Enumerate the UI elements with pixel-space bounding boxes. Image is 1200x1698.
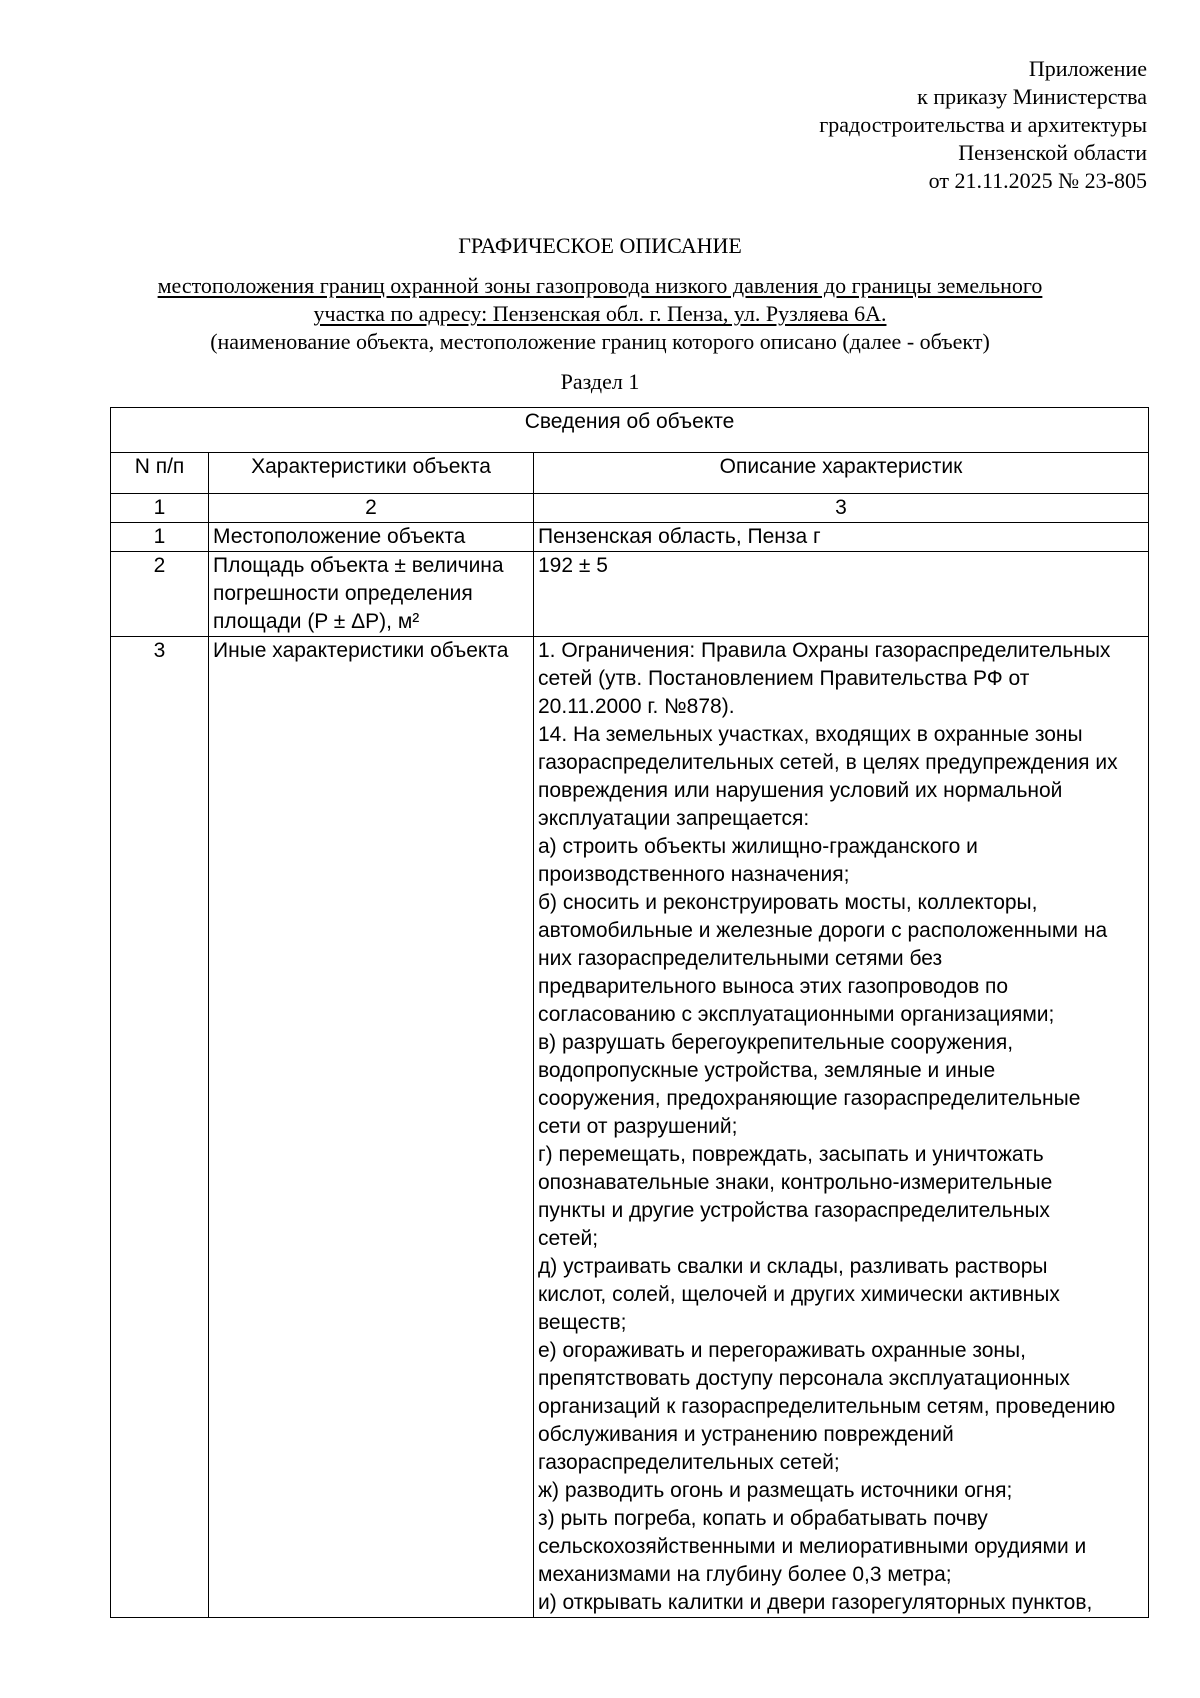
- restriction-line: 20.11.2000 г. №878).: [538, 695, 735, 718]
- row-number: 3: [111, 637, 209, 1618]
- restriction-line: е) огораживать и перегораживать охранные зоны,: [538, 1339, 1026, 1362]
- row-characteristic: Иные характеристики объекта: [209, 637, 534, 1618]
- restriction-line: газораспределительных сетей, в целях предупреждения их: [538, 751, 1118, 774]
- restriction-line: а) строить объекты жилищно-гражданского и: [538, 835, 978, 858]
- restriction-line: ж) разводить огонь и размещать источники огня;: [538, 1479, 1013, 1502]
- column-index: 1: [111, 494, 209, 523]
- restriction-line: сетей (утв. Постановлением Правительства РФ от: [538, 667, 1030, 690]
- header-line: к приказу Министерства: [917, 84, 1147, 109]
- row-description: Пензенская область, Пенза г: [534, 523, 1149, 552]
- table-title: Сведения об объекте: [111, 408, 1149, 453]
- restriction-line: кислот, солей, щелочей и других химически активных: [538, 1283, 1060, 1306]
- restriction-line: препятствовать доступу персонала эксплуатационных: [538, 1367, 1070, 1390]
- restriction-line: газораспределительных сетей;: [538, 1451, 840, 1474]
- row-characteristic: Местоположение объекта: [209, 523, 534, 552]
- restriction-line: сетей;: [538, 1227, 599, 1250]
- restriction-line: обслуживания и устранению повреждений: [538, 1423, 954, 1446]
- header-line: Приложение: [1028, 56, 1147, 81]
- column-header: Описание характеристик: [534, 453, 1149, 494]
- restriction-line: опознавательные знаки, контрольно-измерительные: [538, 1171, 1053, 1194]
- restriction-line: з) рыть погреба, копать и обрабатывать почву: [538, 1507, 988, 1530]
- row-description: 192 ± 5: [534, 552, 1149, 637]
- restriction-line: согласованию с эксплуатационными организациями;: [538, 1003, 1055, 1026]
- restriction-line: повреждения или нарушения условий их нормальной: [538, 779, 1063, 802]
- object-info-table: [110, 407, 1149, 1618]
- column-header: N п/п: [111, 453, 209, 494]
- restriction-line: пункты и другие устройства газораспределительных: [538, 1199, 1050, 1222]
- restriction-line: водопропускные устройства, земляные и иные: [538, 1059, 996, 1082]
- restriction-line: сети от разрушений;: [538, 1115, 738, 1138]
- column-index: 3: [534, 494, 1149, 523]
- restriction-line: б) сносить и реконструировать мосты, коллекторы,: [538, 891, 1038, 914]
- table-row: [111, 523, 1149, 552]
- restriction-line: организаций к газораспределительным сетям, проведению: [538, 1395, 1116, 1418]
- restriction-line: г) перемещать, повреждать, засыпать и уничтожать: [538, 1143, 1044, 1166]
- object-name: [130, 272, 1070, 328]
- header-line: от 21.11.2025 № 23-805: [928, 168, 1147, 193]
- restriction-line: 14. На земельных участках, входящих в охранные зоны: [538, 723, 1083, 746]
- restriction-line: сельскохозяйственными и мелиоративными орудиями и: [538, 1535, 1087, 1558]
- restriction-line: механизмами на глубину более 0,3 метра;: [538, 1563, 952, 1586]
- header-line: Пензенской области: [958, 140, 1147, 165]
- column-header: Характеристики объекта: [209, 453, 534, 494]
- table-row: [111, 637, 1149, 1618]
- object-caption: (наименование объекта, местоположение границ которого описано (далее - объект): [210, 329, 990, 354]
- restriction-line: 1. Ограничения: Правила Охраны газораспределительных: [538, 639, 1111, 662]
- restriction-line: автомобильные и железные дороги с расположенными на: [538, 919, 1108, 942]
- object-name-line-1: местоположения границ охранной зоны газопровода низкого давления до границы земельного: [157, 273, 1043, 298]
- restriction-line: них газораспределительными сетями без: [538, 947, 943, 970]
- document-title: ГРАФИЧЕСКОЕ ОПИСАНИЕ: [458, 233, 742, 258]
- row-number: 2: [111, 552, 209, 637]
- restriction-line: и) открывать калитки и двери газорегуляторных пунктов,: [538, 1591, 1093, 1614]
- row-number: 1: [111, 523, 209, 552]
- restriction-line: в) разрушать берегоукрепительные сооружения,: [538, 1031, 1014, 1054]
- restriction-line: сооружения, предохраняющие газораспределительные: [538, 1087, 1081, 1110]
- restriction-line: д) устраивать свалки и склады, разливать растворы: [538, 1255, 1048, 1278]
- restriction-line: производственного назначения;: [538, 863, 850, 886]
- order-reference-block: [547, 55, 1147, 195]
- row-characteristic: Площадь объекта ± величина погрешности определения площади (P ± ΔP), м²: [209, 552, 534, 637]
- row-description-restrictions: [534, 637, 1149, 1618]
- restriction-line: эксплуатации запрещается:: [538, 807, 810, 830]
- column-index: 2: [209, 494, 534, 523]
- object-name-line-2: участка по адресу: Пензенская обл. г. Пенза, ул. Рузляева 6А.: [313, 301, 887, 326]
- section-title: Раздел 1: [560, 369, 640, 394]
- restriction-line: веществ;: [538, 1311, 627, 1334]
- header-line: градостроительства и архитектуры: [819, 112, 1147, 137]
- restriction-line: предварительного выноса этих газопроводов по: [538, 975, 1009, 998]
- table-row: [111, 552, 1149, 637]
